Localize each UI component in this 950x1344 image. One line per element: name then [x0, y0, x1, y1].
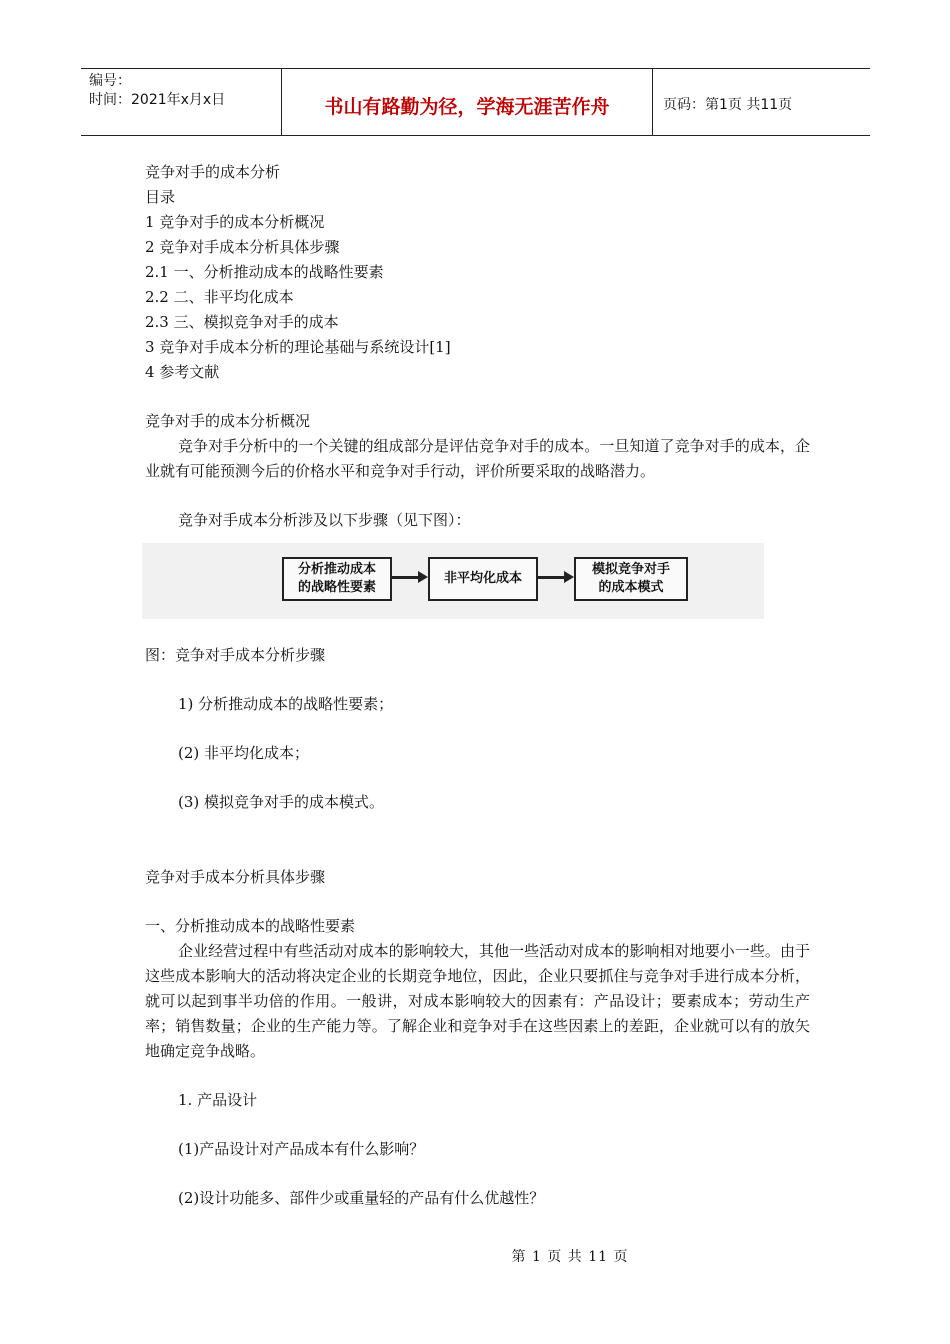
toc-item[interactable]: 3 竞争对手成本分析的理论基础与系统设计[1]	[145, 338, 451, 356]
figure-caption: 图：竞争对手成本分析步骤	[145, 646, 326, 664]
toc-item[interactable]: 2 竞争对手成本分析具体步骤	[145, 238, 340, 256]
flow-box-non-average-cost	[428, 557, 538, 601]
toc-item[interactable]: 2.2 二、非平均化成本	[145, 288, 294, 306]
section2-title: 竞争对手成本分析具体步骤	[145, 868, 326, 886]
steps-intro: 竞争对手成本分析涉及以下步骤（见下图）：	[178, 511, 471, 529]
header-motto: 书山有路勤为径，学海无涯苦作舟	[281, 69, 653, 135]
time-label: 时间：2021年x月x日	[89, 92, 226, 108]
item1-title: 1. 产品设计	[178, 1091, 258, 1109]
flow-arrow-icon	[392, 576, 420, 579]
step-item: 1) 分析推动成本的战略性要素；	[178, 695, 394, 713]
flow-box-text: 的成本模式	[598, 580, 664, 595]
document-body	[145, 160, 810, 1211]
page-footer: 第 1 页 共 11 页	[511, 1249, 629, 1265]
flow-arrow-icon	[538, 576, 566, 579]
step-item: (3) 模拟竞争对手的成本模式。	[178, 793, 385, 811]
question-item: (1)产品设计对产品成本有什么影响？	[178, 1140, 425, 1158]
flow-box-text: 模拟竞争对手	[591, 562, 670, 577]
question-item: (2)设计功能多、部件少或重量轻的产品有什么优越性？	[178, 1189, 545, 1207]
flow-box-strategic-factors	[282, 557, 392, 601]
subsection1-title: 一、分析推动成本的战略性要素	[145, 917, 356, 935]
flow-box-text: 非平均化成本	[443, 571, 522, 586]
toc-label: 目录	[145, 188, 176, 206]
toc-item[interactable]: 2.1 一、分析推动成本的战略性要素	[145, 263, 384, 281]
doc-title: 竞争对手的成本分析	[145, 163, 281, 181]
header-meta	[81, 69, 281, 135]
serial-label: 编号：	[89, 73, 131, 89]
flow-box-text: 的战略性要素	[297, 580, 376, 595]
toc-item[interactable]: 2.3 三、模拟竞争对手的成本	[145, 313, 339, 331]
flow-box-text: 分析推动成本	[297, 562, 376, 577]
step-item: (2) 非平均化成本；	[178, 744, 310, 762]
section1-paragraph: 竞争对手分析中的一个关键的组成部分是评估竞争对手的成本。一旦知道了竞争对手的成本，企业就有可能预测今后的价格水平和竞争对手行动，评价所要采取的战略潜力。	[145, 437, 810, 480]
flow-diagram	[142, 543, 764, 619]
subsection1-paragraph: 企业经营过程中有些活动对成本的影响较大，其他一些活动对成本的影响相对地要小一些。由于这些成本影响大的活动将决定企业的长期竞争地位，因此，企业只要抓住与竞争对手进行成本分析，就可以起到事半功倍的作用。一般讲，对成本影响较大的因素有：产品设计；要素成本；劳动生产率；销售数量；企业的生产能力等。了解企业和竞争对手在这些因素上的差距，企业就可以有的放矢地确定竞争战略。	[145, 942, 810, 1060]
document-header	[81, 68, 870, 136]
toc-item[interactable]: 1 竞争对手的成本分析概况	[145, 213, 325, 231]
flow-box-simulate-competitor	[574, 557, 688, 601]
section1-title: 竞争对手的成本分析概况	[145, 412, 311, 430]
toc-item[interactable]: 4 参考文献	[145, 363, 220, 381]
header-page-code: 页码：第1页 共11页	[663, 97, 793, 113]
